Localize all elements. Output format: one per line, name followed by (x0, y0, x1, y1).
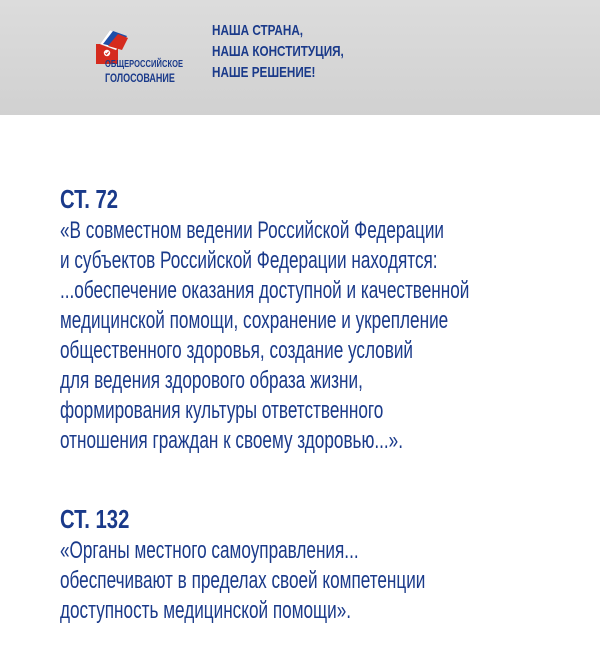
header-banner (0, 0, 600, 115)
slogan (212, 20, 344, 83)
slogan-line-3: НАШЕ РЕШЕНИЕ! (212, 64, 316, 81)
slogan-line-1: НАША СТРАНА, (212, 22, 304, 39)
article-72 (60, 182, 600, 456)
logo-text (105, 59, 183, 85)
slogan-line-2: НАША КОНСТИТУЦИЯ, (212, 43, 344, 60)
article-132 (60, 502, 571, 626)
article-text-line: доступность медицинской помощи». (60, 597, 352, 624)
article-title: СТ. 132 (60, 504, 130, 534)
logo-line-2: ГОЛОСОВАНИЕ (105, 71, 175, 85)
article-text-line: медицинской помощи, сохранение и укрепление (60, 307, 449, 334)
article-text-line: обеспечивают в пределах своей компетенции (60, 567, 426, 594)
article-text-line: ...обеспечение оказания доступной и качественной (60, 277, 470, 304)
article-text-line: «В совместном ведении Российской Федерации (60, 217, 445, 244)
article-title: СТ. 72 (60, 184, 119, 214)
article-text-line: для ведения здорового образа жизни, (60, 367, 363, 394)
logo-line-1: ОБЩЕРОССИЙСКОЕ (105, 59, 184, 70)
article-text-line: общественного здоровья, создание условий (60, 337, 414, 364)
article-text-line: и субъектов Российской Федерации находятся: (60, 247, 438, 274)
article-text-line: отношения граждан к своему здоровью...». (60, 427, 403, 454)
article-text-line: «Органы местного самоуправления... (60, 537, 359, 564)
article-text-line: формирования культуры ответственного (60, 397, 384, 424)
